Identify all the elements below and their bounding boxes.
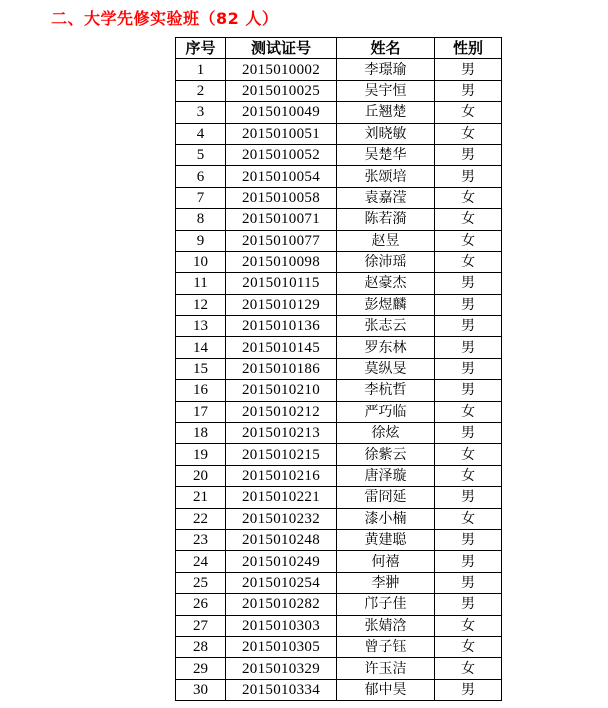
row-name: 李杭哲 [337, 380, 435, 401]
table-row [176, 337, 502, 358]
row-test-id: 2015010077 [226, 230, 337, 251]
row-name: 彭煜麟 [337, 294, 435, 315]
row-test-id: 2015010051 [226, 123, 337, 144]
row-test-id: 2015010215 [226, 444, 337, 465]
row-seq: 18 [176, 423, 226, 444]
table-row [176, 679, 502, 700]
row-seq: 13 [176, 316, 226, 337]
row-name: 漆小楠 [337, 508, 435, 529]
row-name: 李翀 [337, 572, 435, 593]
row-gender: 女 [435, 615, 502, 636]
table-row [176, 508, 502, 529]
row-seq: 27 [176, 615, 226, 636]
table-row [176, 144, 502, 165]
table-row [176, 658, 502, 679]
row-name: 丘翘楚 [337, 102, 435, 123]
row-gender: 男 [435, 423, 502, 444]
row-gender: 男 [435, 166, 502, 187]
row-seq: 30 [176, 679, 226, 700]
row-seq: 5 [176, 144, 226, 165]
header-seq: 序号 [176, 38, 226, 59]
row-test-id: 2015010136 [226, 316, 337, 337]
row-seq: 21 [176, 487, 226, 508]
row-seq: 8 [176, 209, 226, 230]
row-name: 郁中昊 [337, 679, 435, 700]
row-seq: 14 [176, 337, 226, 358]
row-name: 赵昱 [337, 230, 435, 251]
row-gender: 女 [435, 123, 502, 144]
row-test-id: 2015010049 [226, 102, 337, 123]
row-seq: 25 [176, 572, 226, 593]
row-seq: 9 [176, 230, 226, 251]
row-seq: 15 [176, 358, 226, 379]
row-seq: 12 [176, 294, 226, 315]
row-seq: 20 [176, 465, 226, 486]
row-test-id: 2015010052 [226, 144, 337, 165]
row-name: 黄建聪 [337, 529, 435, 550]
row-test-id: 2015010025 [226, 80, 337, 101]
row-gender: 男 [435, 487, 502, 508]
table-row [176, 594, 502, 615]
table-row [176, 166, 502, 187]
table-row [176, 187, 502, 208]
table-row [176, 80, 502, 101]
row-test-id: 2015010334 [226, 679, 337, 700]
header-gender: 性别 [435, 38, 502, 59]
row-test-id: 2015010098 [226, 251, 337, 272]
row-name: 雷冏延 [337, 487, 435, 508]
row-test-id: 2015010303 [226, 615, 337, 636]
row-test-id: 2015010115 [226, 273, 337, 294]
row-gender: 男 [435, 594, 502, 615]
row-seq: 26 [176, 594, 226, 615]
table-row [176, 615, 502, 636]
row-test-id: 2015010213 [226, 423, 337, 444]
row-name: 刘晓敏 [337, 123, 435, 144]
row-name: 张婧浛 [337, 615, 435, 636]
table-row [176, 273, 502, 294]
row-seq: 3 [176, 102, 226, 123]
row-gender: 男 [435, 80, 502, 101]
row-seq: 28 [176, 636, 226, 657]
table-row [176, 123, 502, 144]
table-row [176, 529, 502, 550]
row-gender: 女 [435, 401, 502, 422]
row-test-id: 2015010282 [226, 594, 337, 615]
row-gender: 男 [435, 294, 502, 315]
row-gender: 男 [435, 316, 502, 337]
header-name: 姓名 [337, 38, 435, 59]
row-test-id: 2015010254 [226, 572, 337, 593]
row-name: 曾子钰 [337, 636, 435, 657]
table-body [176, 59, 502, 701]
row-test-id: 2015010002 [226, 59, 337, 80]
row-gender: 男 [435, 529, 502, 550]
row-seq: 10 [176, 251, 226, 272]
row-gender: 男 [435, 679, 502, 700]
table-row [176, 487, 502, 508]
table-row [176, 401, 502, 422]
row-name: 陈若漪 [337, 209, 435, 230]
row-gender: 男 [435, 273, 502, 294]
row-gender: 男 [435, 59, 502, 80]
row-name: 张志云 [337, 316, 435, 337]
row-seq: 7 [176, 187, 226, 208]
table-row [176, 209, 502, 230]
row-name: 李璟瑜 [337, 59, 435, 80]
row-gender: 女 [435, 636, 502, 657]
row-seq: 19 [176, 444, 226, 465]
row-gender: 男 [435, 337, 502, 358]
row-test-id: 2015010232 [226, 508, 337, 529]
table-row [176, 465, 502, 486]
row-seq: 23 [176, 529, 226, 550]
row-name: 严巧临 [337, 401, 435, 422]
row-test-id: 2015010058 [226, 187, 337, 208]
row-seq: 29 [176, 658, 226, 679]
table-row [176, 444, 502, 465]
row-test-id: 2015010212 [226, 401, 337, 422]
table-row [176, 636, 502, 657]
row-seq: 11 [176, 273, 226, 294]
row-name: 莫纵旻 [337, 358, 435, 379]
row-test-id: 2015010129 [226, 294, 337, 315]
row-name: 吴楚华 [337, 144, 435, 165]
roster-table [175, 37, 502, 701]
table-row [176, 230, 502, 251]
table-row [176, 316, 502, 337]
row-name: 何禧 [337, 551, 435, 572]
table-row [176, 551, 502, 572]
row-seq: 24 [176, 551, 226, 572]
row-name: 唐泽璇 [337, 465, 435, 486]
row-seq: 4 [176, 123, 226, 144]
table-row [176, 572, 502, 593]
table-row [176, 294, 502, 315]
row-test-id: 2015010249 [226, 551, 337, 572]
table-row [176, 423, 502, 444]
row-gender: 女 [435, 230, 502, 251]
row-test-id: 2015010054 [226, 166, 337, 187]
row-gender: 女 [435, 658, 502, 679]
row-name: 罗东林 [337, 337, 435, 358]
table-row [176, 59, 502, 80]
row-name: 徐紫云 [337, 444, 435, 465]
row-test-id: 2015010186 [226, 358, 337, 379]
row-seq: 2 [176, 80, 226, 101]
row-name: 吴宇恒 [337, 80, 435, 101]
row-test-id: 2015010221 [226, 487, 337, 508]
row-test-id: 2015010248 [226, 529, 337, 550]
row-name: 袁嘉滢 [337, 187, 435, 208]
table-row [176, 251, 502, 272]
row-seq: 1 [176, 59, 226, 80]
row-gender: 女 [435, 251, 502, 272]
row-seq: 22 [176, 508, 226, 529]
row-test-id: 2015010071 [226, 209, 337, 230]
row-gender: 男 [435, 572, 502, 593]
row-gender: 女 [435, 508, 502, 529]
row-gender: 女 [435, 187, 502, 208]
row-test-id: 2015010305 [226, 636, 337, 657]
row-gender: 男 [435, 551, 502, 572]
section-heading: 二、大学先修实验班（82 人） [51, 9, 279, 28]
row-seq: 6 [176, 166, 226, 187]
row-name: 邝子佳 [337, 594, 435, 615]
row-test-id: 2015010329 [226, 658, 337, 679]
row-gender: 女 [435, 209, 502, 230]
row-name: 徐炫 [337, 423, 435, 444]
header-test-id: 测试证号 [226, 38, 337, 59]
table-row [176, 358, 502, 379]
row-name: 徐沛瑶 [337, 251, 435, 272]
table-row [176, 380, 502, 401]
row-name: 许玉洁 [337, 658, 435, 679]
row-seq: 16 [176, 380, 226, 401]
row-test-id: 2015010145 [226, 337, 337, 358]
row-gender: 男 [435, 380, 502, 401]
row-gender: 男 [435, 144, 502, 165]
table-row [176, 102, 502, 123]
row-gender: 女 [435, 102, 502, 123]
table-header-row [176, 38, 502, 59]
row-seq: 17 [176, 401, 226, 422]
row-gender: 男 [435, 358, 502, 379]
row-test-id: 2015010210 [226, 380, 337, 401]
row-name: 赵豪杰 [337, 273, 435, 294]
row-test-id: 2015010216 [226, 465, 337, 486]
row-gender: 女 [435, 444, 502, 465]
row-gender: 女 [435, 465, 502, 486]
row-name: 张颂培 [337, 166, 435, 187]
